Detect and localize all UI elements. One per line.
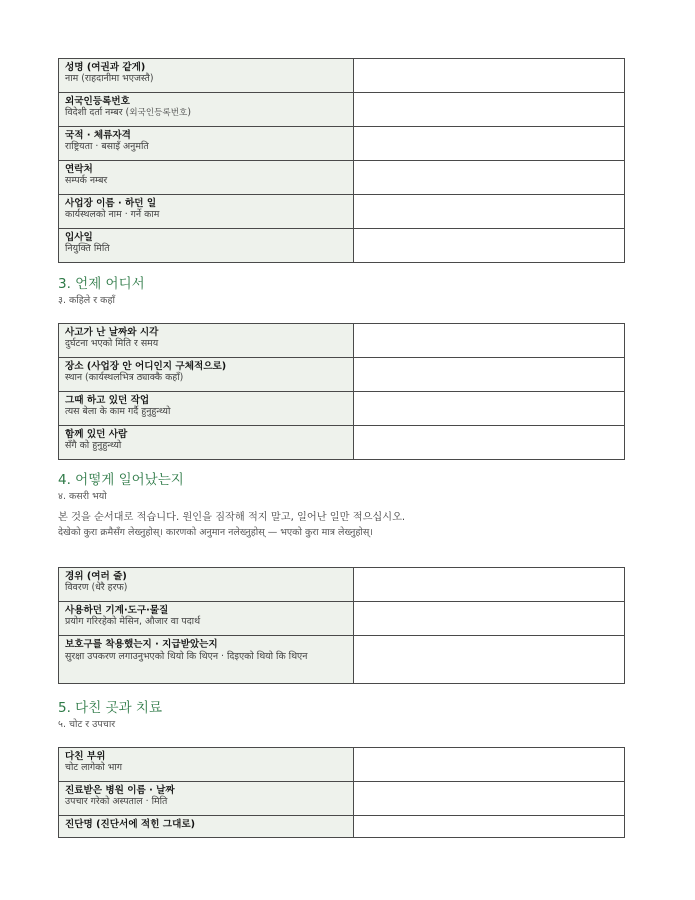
task-field[interactable] bbox=[354, 392, 625, 426]
field-label bbox=[59, 195, 354, 229]
personal-info-block bbox=[58, 58, 626, 263]
diagnosis-field[interactable] bbox=[354, 816, 625, 838]
field-label bbox=[59, 636, 354, 684]
hire-date-field[interactable] bbox=[354, 229, 625, 263]
label-ne: विवरण (धेरै हरफ) bbox=[65, 582, 128, 593]
section-3 bbox=[58, 276, 626, 307]
table-row bbox=[59, 93, 625, 127]
hospital-field[interactable] bbox=[354, 782, 625, 816]
how-it-happened-block bbox=[58, 567, 626, 684]
section-subtitle: ५. चोट र उपचार bbox=[58, 719, 116, 730]
personal-info-table bbox=[58, 58, 625, 263]
workplace-field[interactable] bbox=[354, 195, 625, 229]
companions-field[interactable] bbox=[354, 426, 625, 460]
table-row bbox=[59, 324, 625, 358]
label-ne: नाम (राहदानीमा भएजस्तै) bbox=[65, 73, 154, 84]
label-ko: 연락처 bbox=[65, 164, 93, 175]
name-field[interactable] bbox=[354, 59, 625, 93]
table-row bbox=[59, 782, 625, 816]
field-label bbox=[59, 602, 354, 636]
label-ko: 국적 · 체류자격 bbox=[65, 130, 131, 141]
field-label bbox=[59, 748, 354, 782]
label-ne: विदेशी दर्ता नम्बर (외국인등록번호) bbox=[65, 107, 192, 118]
nationality-field[interactable] bbox=[354, 127, 625, 161]
contact-field[interactable] bbox=[354, 161, 625, 195]
table-row bbox=[59, 229, 625, 263]
table-row bbox=[59, 161, 625, 195]
label-ko: 외국인등록번호 bbox=[65, 96, 130, 107]
label-ko: 그때 하고 있던 작업 bbox=[65, 395, 150, 406]
table-row bbox=[59, 392, 625, 426]
label-ko: 진단명 (진단서에 적힌 그대로) bbox=[65, 819, 195, 830]
table-row bbox=[59, 816, 625, 838]
label-ne: राष्ट्रियता · बसाइँ अनुमति bbox=[65, 141, 149, 152]
table-row bbox=[59, 358, 625, 392]
label-ko: 진료받은 병원 이름 · 날짜 bbox=[65, 785, 175, 796]
instruction-ne: देखेको कुरा क्रमैसँग लेख्नुहोस्। कारणको अनुमान नलेख्नुहोस् — भएको कुरा मात्र लेख्नुहोस्। bbox=[58, 527, 373, 538]
protective-gear-field[interactable] bbox=[354, 636, 625, 684]
account-field[interactable] bbox=[354, 568, 625, 602]
label-ko: 다친 부위 bbox=[65, 751, 106, 762]
label-ko: 사업장 이름 · 하던 일 bbox=[65, 198, 157, 209]
label-ko: 성명 (여권과 같게) bbox=[65, 62, 146, 73]
label-ko: 함께 있던 사람 bbox=[65, 429, 128, 440]
how-it-happened-table bbox=[58, 567, 625, 684]
location-field[interactable] bbox=[354, 358, 625, 392]
table-row bbox=[59, 636, 625, 684]
label-ne: प्रयोग गरिरहेको मेसिन, औजार वा पदार्थ bbox=[65, 616, 201, 627]
section-4 bbox=[58, 472, 626, 540]
label-ne: स्थान (कार्यस्थलभित्र ठ्याक्कै कहाँ) bbox=[65, 372, 184, 383]
label-ne: सम्पर्क नम्बर bbox=[65, 175, 108, 186]
field-label bbox=[59, 358, 354, 392]
instruction-ko: 본 것을 순서대로 적습니다. 원인을 짐작해 적지 말고, 일어난 일만 적으십시오. bbox=[58, 512, 406, 523]
field-label bbox=[59, 782, 354, 816]
field-label bbox=[59, 392, 354, 426]
section-title: 4. 어떻게 일어났는지 bbox=[58, 472, 184, 488]
label-ne: सँगै को हुनुहुन्थ्यो bbox=[65, 440, 122, 451]
injury-treatment-table bbox=[58, 747, 625, 838]
table-row bbox=[59, 602, 625, 636]
table-row bbox=[59, 195, 625, 229]
table-row bbox=[59, 748, 625, 782]
field-label bbox=[59, 161, 354, 195]
label-ko: 입사일 bbox=[65, 232, 93, 243]
label-ne: नियुक्ति मिति bbox=[65, 243, 110, 254]
label-ne: कार्यस्थलको नाम · गर्ने काम bbox=[65, 209, 160, 220]
field-label bbox=[59, 229, 354, 263]
field-label bbox=[59, 93, 354, 127]
table-row bbox=[59, 568, 625, 602]
equipment-field[interactable] bbox=[354, 602, 625, 636]
label-ne: चोट लागेको भाग bbox=[65, 762, 123, 773]
field-label bbox=[59, 568, 354, 602]
when-where-table bbox=[58, 323, 625, 460]
label-ne: त्यस बेला के काम गर्दै हुनुहुन्थ्यो bbox=[65, 406, 171, 417]
label-ko: 보호구를 착용했는지 · 지급받았는지 bbox=[65, 639, 218, 650]
label-ko: 경위 (여러 줄) bbox=[65, 571, 127, 582]
section-subtitle: ३. कहिले र कहाँ bbox=[58, 295, 115, 306]
field-label bbox=[59, 324, 354, 358]
table-row bbox=[59, 426, 625, 460]
label-ko: 사고가 난 날짜와 시각 bbox=[65, 327, 159, 338]
label-ko: 장소 (사업장 안 어디인지 구체적으로) bbox=[65, 361, 227, 372]
section-title: 5. 다친 곳과 치료 bbox=[58, 700, 162, 716]
injury-treatment-block bbox=[58, 747, 626, 838]
section-5 bbox=[58, 700, 626, 731]
registration-number-field[interactable] bbox=[354, 93, 625, 127]
section-title: 3. 언제 어디서 bbox=[58, 276, 145, 292]
section-subtitle: ४. कसरी भयो bbox=[58, 491, 107, 502]
table-row bbox=[59, 127, 625, 161]
field-label bbox=[59, 426, 354, 460]
label-ko: 사용하던 기계·도구·물질 bbox=[65, 605, 169, 616]
injured-part-field[interactable] bbox=[354, 748, 625, 782]
label-ne: दुर्घटना भएको मिति र समय bbox=[65, 338, 159, 349]
label-ne: उपचार गरेको अस्पताल · मिति bbox=[65, 796, 168, 807]
table-row bbox=[59, 59, 625, 93]
label-ne: सुरक्षा उपकरण लगाउनुभएको थियो कि थिएन · दिइएको थियो कि थिएन bbox=[65, 651, 308, 662]
when-where-block bbox=[58, 323, 626, 460]
field-label bbox=[59, 127, 354, 161]
field-label bbox=[59, 59, 354, 93]
accident-datetime-field[interactable] bbox=[354, 324, 625, 358]
field-label bbox=[59, 816, 354, 838]
